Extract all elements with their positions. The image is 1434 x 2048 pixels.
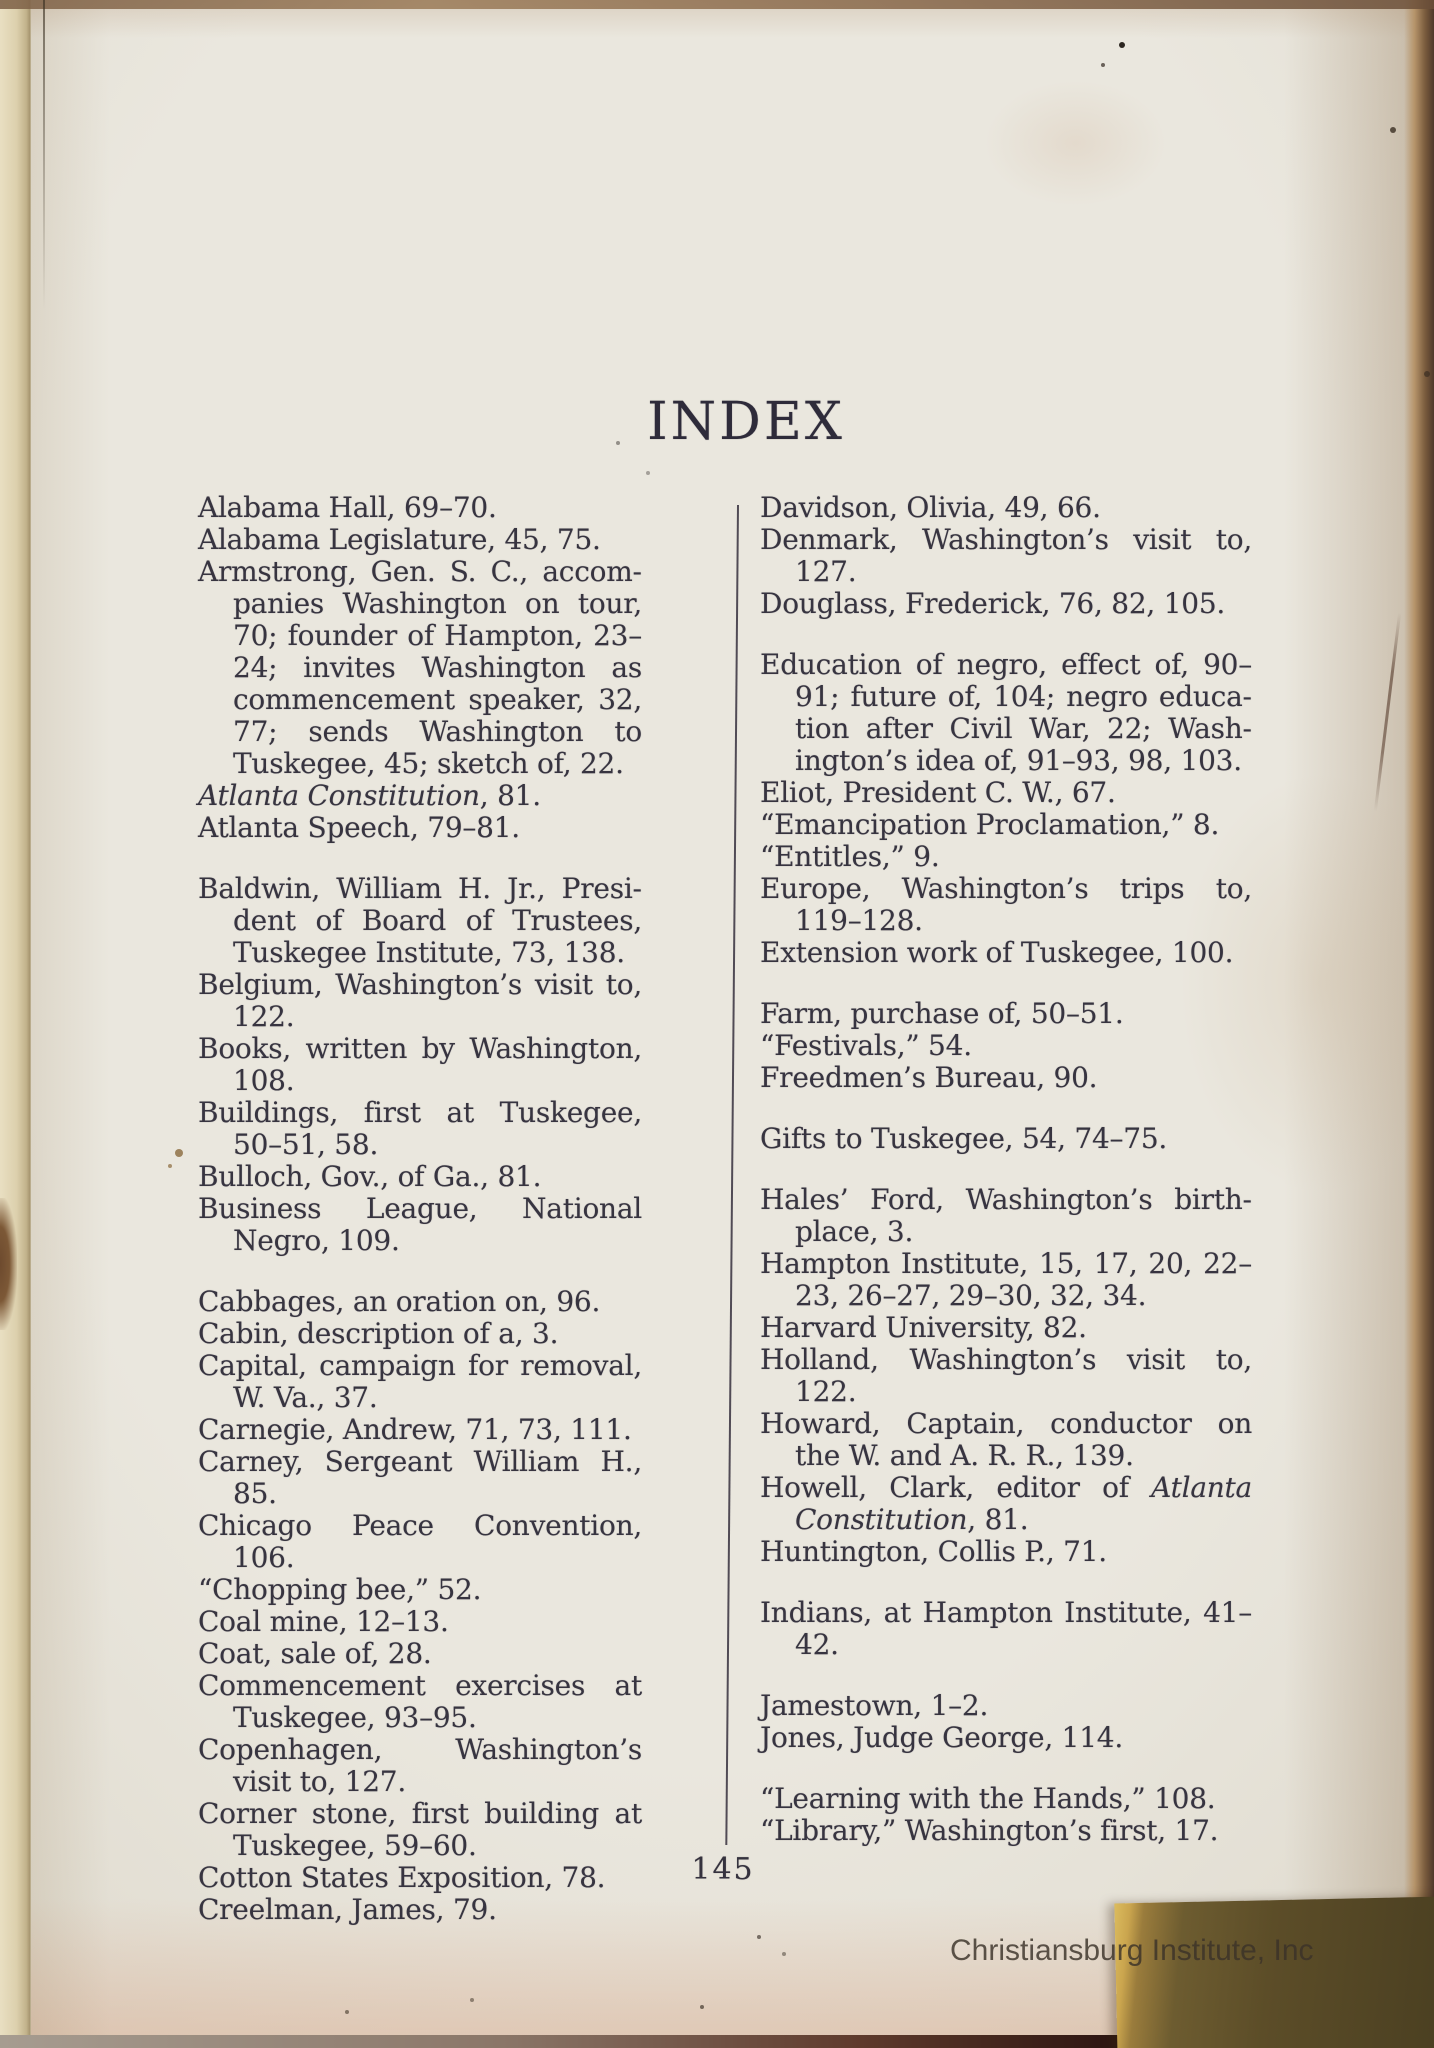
left-edge-notch	[0, 1198, 17, 1330]
page-title: INDEX	[647, 392, 845, 452]
index-entry: Extension work of Tuskegee, 100.	[760, 936, 1234, 969]
index-entry: Coat, sale of, 28.	[198, 1637, 432, 1670]
index-entry: Denmark, Washington’s visit to, 127.	[760, 523, 1252, 588]
index-entry: “Festivals,” 54.	[760, 1029, 972, 1062]
column-divider-rule	[725, 505, 739, 1845]
index-group	[760, 1690, 1252, 1754]
index-entry: Indians, at Hampton Institute, 41–42.	[760, 1596, 1252, 1661]
index-entry: “Learning with the Hands,” 108.	[760, 1782, 1216, 1815]
index-group	[760, 998, 1252, 1094]
index-entry: Capital, campaign for removal, W. Va., 37.	[198, 1349, 642, 1414]
page-number: 145	[691, 1852, 755, 1887]
index-entry: Harvard University, 82.	[760, 1311, 1087, 1344]
book-edge-left	[0, 0, 31, 2048]
index-entry: Atlanta Speech, 79–81.	[198, 811, 520, 844]
book-edge-top	[0, 0, 1434, 9]
index-entry: Commencement exercises at Tuskegee, 93–95.	[198, 1669, 642, 1734]
index-entry: Gifts to Tuskegee, 54, 74–75.	[760, 1122, 1168, 1155]
index-entry: Copenhagen, Washington’s visit to, 127.	[198, 1733, 642, 1798]
index-entry: Jamestown, 1–2.	[760, 1689, 989, 1722]
index-entry: “Library,” Washington’s first, 17.	[760, 1814, 1219, 1847]
index-entry: Howell, Clark, editor of Atlanta Constitution, 81.	[760, 1471, 1252, 1536]
index-entry: Baldwin, William H. Jr., President of Board of Trustees, Tuskegee Institute, 73, 138.	[198, 872, 642, 969]
index-entry: Coal mine, 12–13.	[198, 1605, 449, 1638]
index-group	[760, 492, 1252, 620]
page-gutter-line	[43, 0, 45, 310]
book-edge-right	[1404, 0, 1434, 2048]
index-entry: Hampton Institute, 15, 17, 20, 22–23, 26–27, 29–30, 32, 34.	[760, 1247, 1252, 1312]
brass-object-corner	[1114, 1897, 1434, 2048]
index-entry: Hales’ Ford, Washington’s birthplace, 3.	[760, 1183, 1252, 1248]
paper-specks	[0, 0, 4, 4]
index-entry: Buildings, first at Tuskegee, 50–51, 58.	[198, 1096, 642, 1161]
index-entry: Belgium, Washington’s visit to, 122.	[198, 968, 642, 1033]
index-entry: “Chopping bee,” 52.	[198, 1573, 482, 1606]
index-left-column	[198, 492, 642, 1955]
index-entry: Eliot, President C. W., 67.	[760, 776, 1116, 809]
index-entry: Alabama Hall, 69–70.	[198, 491, 497, 524]
index-entry: Armstrong, Gen. S. C., accompanies Washington on tour, 70; founder of Hampton, 23–24; invites Washington as commencement speaker, 32, 77; sends Washington to Tuskegee, 45; sketch of, 22.	[198, 555, 642, 780]
index-entry: “Entitles,” 9.	[760, 840, 940, 873]
index-group	[760, 1123, 1252, 1155]
index-group	[198, 873, 642, 1257]
index-group	[760, 1597, 1252, 1661]
index-entry: Farm, purchase of, 50–51.	[760, 997, 1124, 1030]
index-group	[760, 649, 1252, 969]
index-entry: Atlanta Constitution, 81.	[198, 779, 541, 812]
index-entry: Huntington, Collis P., 71.	[760, 1535, 1107, 1568]
index-entry: Carney, Sergeant William H., 85.	[198, 1445, 642, 1510]
index-group	[198, 492, 642, 844]
index-entry: Books, written by Washington, 108.	[198, 1032, 642, 1097]
index-entry: Douglass, Frederick, 76, 82, 105.	[760, 587, 1226, 620]
index-entry: Business League, National Negro, 109.	[198, 1192, 642, 1257]
index-entry: Carnegie, Andrew, 71, 73, 111.	[198, 1413, 632, 1446]
index-entry: Howard, Captain, conductor on the W. and A. R. R., 139.	[760, 1407, 1252, 1472]
index-entry: “Emancipation Proclamation,” 8.	[760, 808, 1220, 841]
index-entry: Bulloch, Gov., of Ga., 81.	[198, 1160, 542, 1193]
index-right-column	[760, 492, 1252, 1876]
index-entry: Cabbages, an oration on, 96.	[198, 1285, 601, 1318]
index-entry: Cotton States Exposition, 78.	[198, 1861, 606, 1894]
index-group	[760, 1783, 1252, 1847]
index-entry: Corner stone, first building at Tuskegee, 59–60.	[198, 1797, 642, 1862]
index-entry: Europe, Washington’s trips to, 119–128.	[760, 872, 1252, 937]
index-entry: Education of negro, effect of, 90–91; future of, 104; negro education after Civil War, 22; Washington’s idea of, 91–93, 98, 103.	[760, 648, 1252, 777]
index-entry: Creelman, James, 79.	[198, 1893, 497, 1926]
index-entry: Freedmen’s Bureau, 90.	[760, 1061, 1098, 1094]
index-entry: Holland, Washington’s visit to, 122.	[760, 1343, 1252, 1408]
index-group	[760, 1184, 1252, 1568]
right-edge-crack	[1374, 613, 1401, 812]
index-entry: Chicago Peace Convention, 106.	[198, 1509, 642, 1574]
index-entry: Jones, Judge George, 114.	[760, 1721, 1123, 1754]
index-group	[198, 1286, 642, 1926]
index-entry: Alabama Legislature, 45, 75.	[198, 523, 601, 556]
watermark-text: Christiansburg Institute, Inc	[950, 1934, 1314, 1967]
index-entry: Davidson, Olivia, 49, 66.	[760, 491, 1101, 524]
index-entry: Cabin, description of a, 3.	[198, 1317, 559, 1350]
